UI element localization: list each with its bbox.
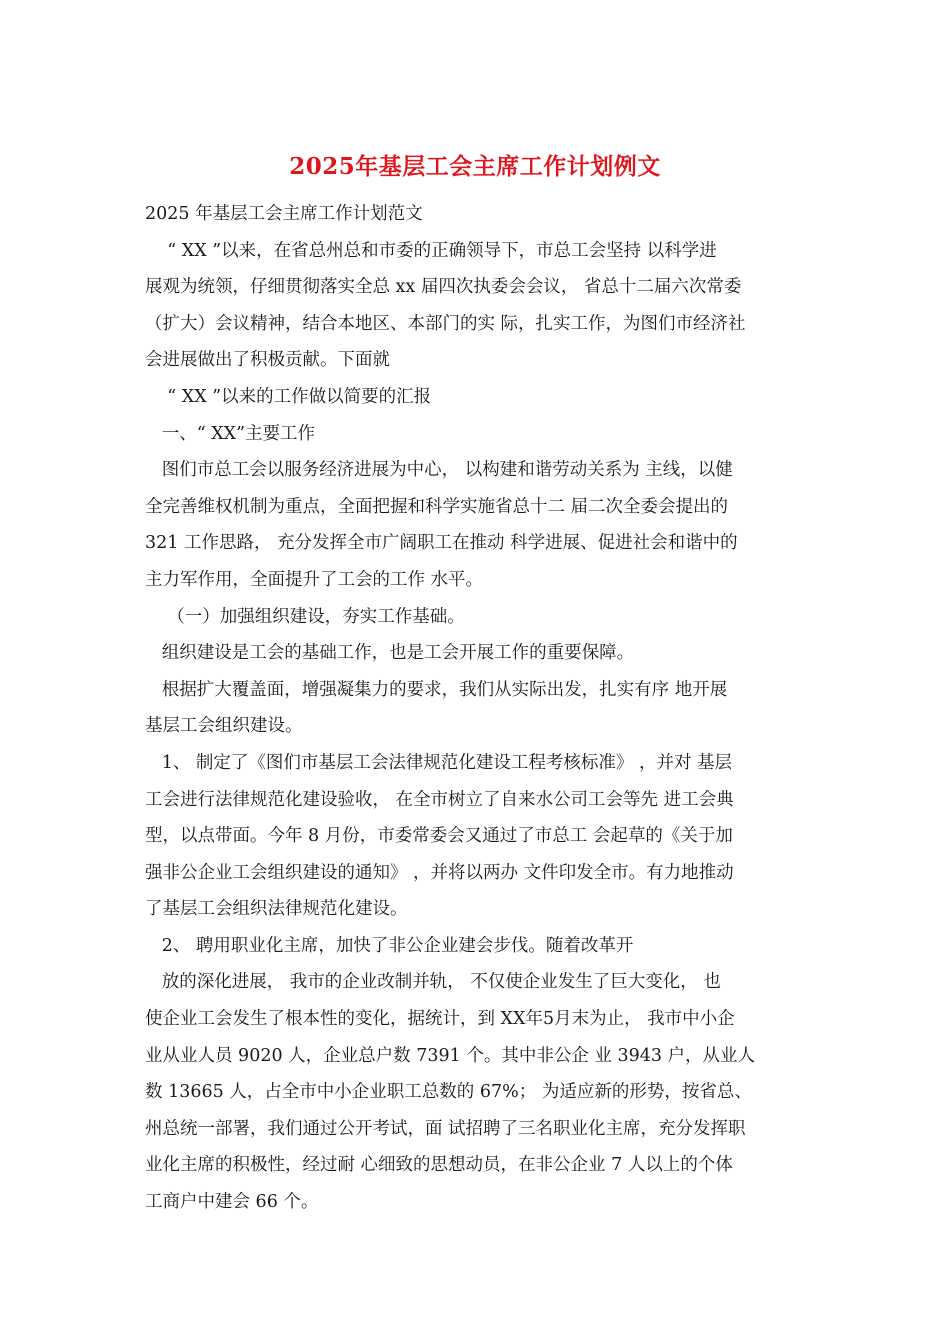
body-line: 了基层工会组织法律规范化建设。 [145,899,408,920]
body-line: 工商户中建会 66 个。 [145,1192,319,1213]
body-line: 业从业人员 9020 人，企业总户数 7391 个。其中非公企 业 3943 户，从业人 [145,1045,756,1066]
body-line: 数 13665 人，占全市中小企业职工总数的 67%； 为适应新的形势，按省总、 [145,1082,752,1103]
body-line: 全完善维权机制为重点，全面把握和科学实施省总十二 届二次全委会提出的 [145,496,729,517]
body-line: （一）加强组织建设，夯实工作基础。 [145,606,465,627]
body-line: 主力军作用，全面提升了工会的工作 水平。 [145,569,484,590]
body-line: 州总统一部署，我们通过公开考试，面 试招聘了三名职业化主席，充分发挥职 [145,1118,746,1139]
body-line: 图们市总工会以服务经济进展为中心， 以构建和谐劳动关系为 主线，以健 [145,460,733,481]
document-body [145,199,805,1224]
body-line: “ XX ”以来，在省总州总和市委的正确领导下，市总工会坚持 以科学进 [145,240,717,261]
body-line: 放的深化进展， 我市的企业改制并轨， 不仅使企业发生了巨大变化， 也 [145,972,721,993]
body-line: 根据扩大覆盖面，增强凝集力的要求，我们从实际出发，扎实有序 地开展 [145,679,728,700]
body-line: （扩大）会议精神，结合本地区、本部门的实 际，扎实工作，为图们市经济社 [145,313,746,334]
body-line: 工会进行法律规范化建设验收， 在全市树立了自来水公司工会等先 进工会典 [145,789,734,810]
body-line: 1、 制定了《图们市基层工会法律规范化建设工程考核标准》 ，并对 基层 [145,752,733,773]
body-line: 强非公企业工会组织建设的通知》 ，并将以两办 文件印发全市。有力地推动 [145,862,734,883]
body-line: 使企业工会发生了根本性的变化，据统计，到 XX年5月末为止， 我市中小企 [145,1009,735,1030]
body-line: 2、 聘用职业化主席，加快了非公企业建会步伐。随着改革开 [145,935,634,956]
body-line: 321 工作思路， 充分发挥全市广阔职工在推动 科学进展、促进社会和谐中的 [145,533,738,554]
body-line: 基层工会组织建设。 [145,716,303,737]
body-line: “ XX ”以来的工作做以简要的汇报 [145,386,432,407]
body-line: 一、“ XX”主要工作 [145,423,316,444]
body-line: 会进展做出了积极贡献。下面就 [145,350,390,371]
body-line: 型，以点带面。今年 8 月份，市委常委会又通过了市总工 会起草的《关于加 [145,826,733,847]
document-title: 2025年基层工会主席工作计划例文 [289,153,661,180]
body-line: 展观为统领，仔细贯彻落实全总 xx 届四次执委会会议， 省总十二届六次常委 [145,277,742,298]
body-line: 2025 年基层工会主席工作计划范文 [145,204,423,224]
body-line: 业化主席的积极性，经过耐 心细致的思想动员，在非公企业 7 人以上的个体 [145,1155,733,1176]
body-line: 组织建设是工会的基础工作，也是工会开展工作的重要保障。 [145,643,635,664]
